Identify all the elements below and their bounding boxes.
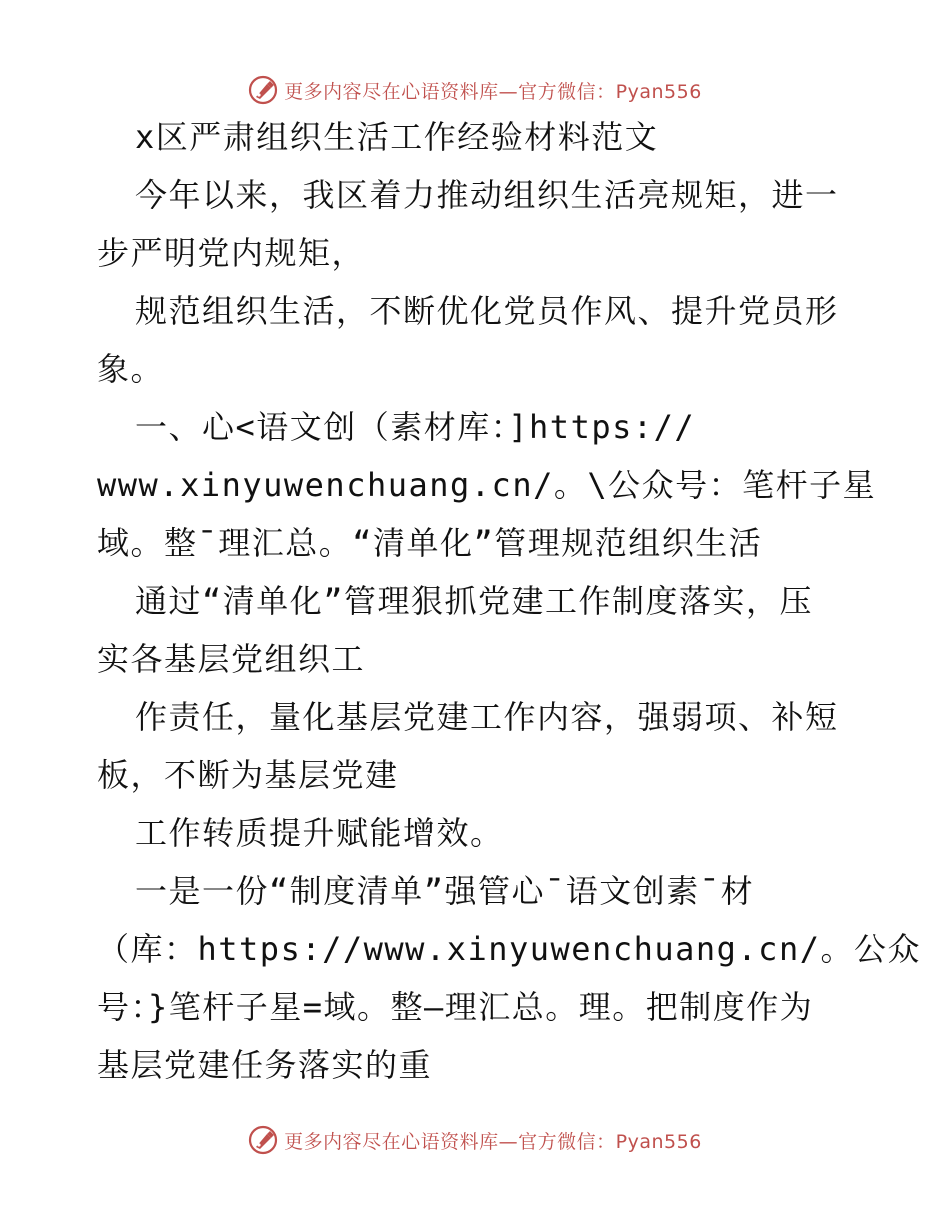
- paragraph-line: 通过“清单化”管理狠抓党建工作制度落实，压: [135, 582, 814, 620]
- watermark-text: 更多内容尽在心语资料库—官方微信：Pyan556: [284, 1130, 702, 1153]
- header-watermark-banner: [0, 70, 950, 110]
- document-title: x区严肃组织生活工作经验材料范文: [135, 118, 659, 156]
- paragraph-line: 象。: [97, 350, 165, 388]
- footer-watermark-banner: [0, 1120, 950, 1160]
- paragraph-line: 今年以来，我区着力推动组织生活亮规矩，进一: [135, 176, 839, 214]
- paragraph-line: 作责任，量化基层党建工作内容，强弱项、补短: [135, 698, 839, 736]
- paragraph-line: （库：https://www.xinyuwenchuang.cn/。公众: [97, 930, 921, 968]
- paragraph-line: 基层党建任务落实的重: [97, 1046, 433, 1084]
- section-heading: 一、心<语文创（素材库：]https://: [135, 408, 696, 446]
- paragraph-line: www.xinyuwenchuang.cn/。\公众号：笔杆子星: [97, 466, 877, 504]
- pen-nib-seal-icon: [248, 75, 278, 105]
- paragraph-line: 一是一份“制度清单”强管心¯语文创素¯材: [135, 872, 755, 910]
- paragraph-line: 板，不断为基层党建: [97, 756, 399, 794]
- paragraph-line: 域。整¯理汇总。“清单化”管理规范组织生活: [97, 524, 763, 562]
- paragraph-line: 工作转质提升赋能增效。: [135, 814, 504, 852]
- paragraph-line: 规范组织生活，不断优化党员作风、提升党员形: [135, 292, 839, 330]
- paragraph-line: 号：}笔杆子星=域。整—理汇总。理。把制度作为: [97, 988, 814, 1026]
- paragraph-line: 实各基层党组织工: [97, 640, 366, 678]
- pen-nib-seal-icon: [248, 1125, 278, 1155]
- watermark-text: 更多内容尽在心语资料库—官方微信：Pyan556: [284, 80, 702, 103]
- paragraph-line: 步严明党内规矩，: [97, 234, 366, 272]
